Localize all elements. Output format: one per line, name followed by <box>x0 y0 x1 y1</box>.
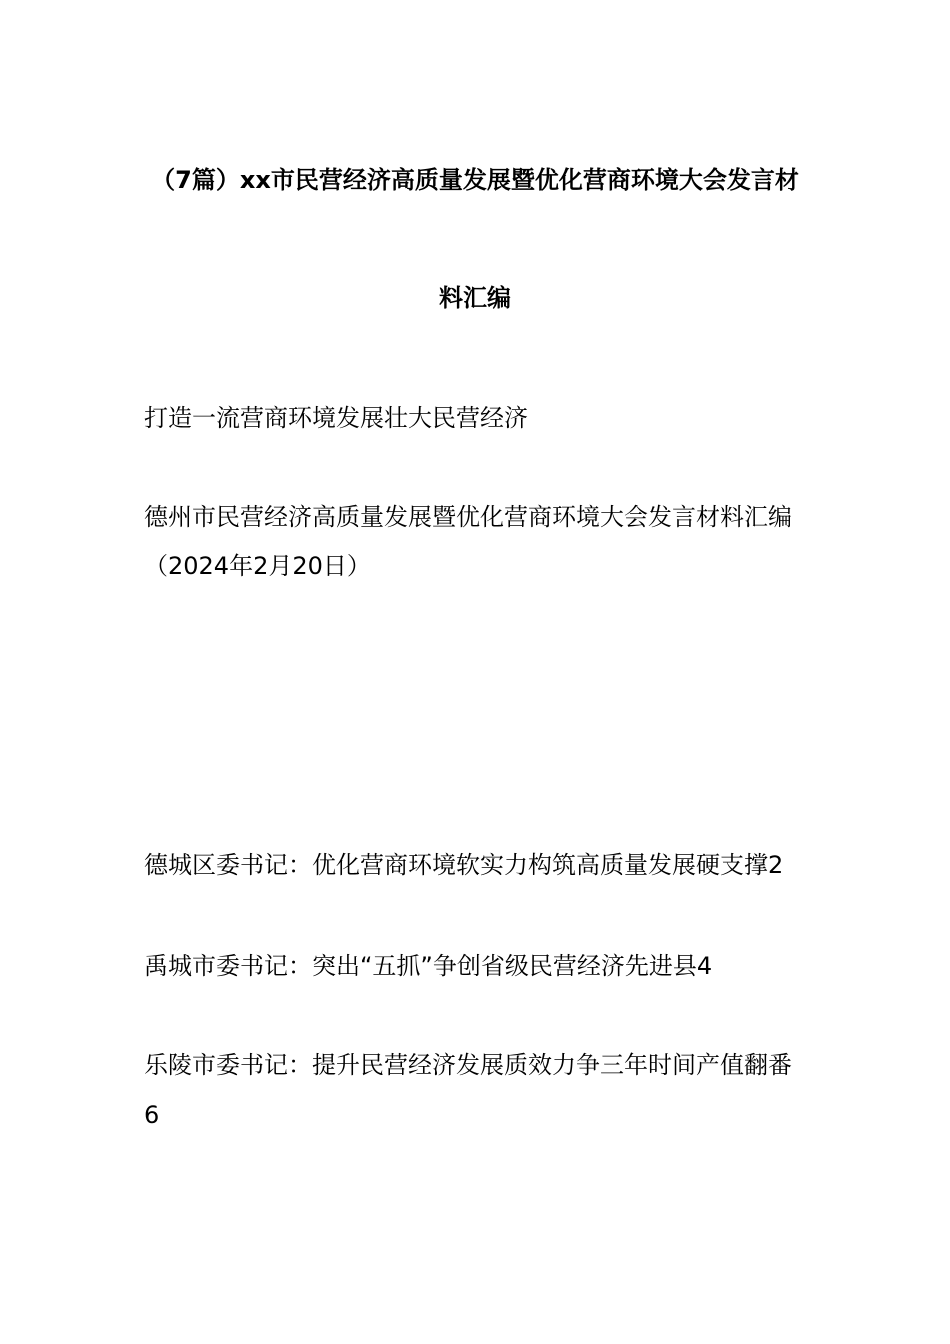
toc-entry-3-line-2: 6 <box>144 1101 160 1129</box>
document-title-line-1: （7篇）xx市民营经济高质量发展暨优化营商环境大会发言材 <box>151 166 799 194</box>
toc-entry-2: 禹城市委书记：突出“五抓”争创省级民营经济先进县4 <box>144 952 713 980</box>
document-title-line-2: 料汇编 <box>439 284 511 312</box>
collection-title: 德州市民营经济高质量发展暨优化营商环境大会发言材料汇编 <box>144 503 792 531</box>
subtitle: 打造一流营商环境发展壮大民营经济 <box>144 404 528 432</box>
toc-entry-1: 德城区委书记：优化营商环境软实力构筑高质量发展硬支撑2 <box>144 851 784 879</box>
toc-entry-3-line-1: 乐陵市委书记：提升民营经济发展质效力争三年时间产值翻番 <box>144 1051 792 1079</box>
date-line: （2024年2月20日） <box>144 552 371 580</box>
